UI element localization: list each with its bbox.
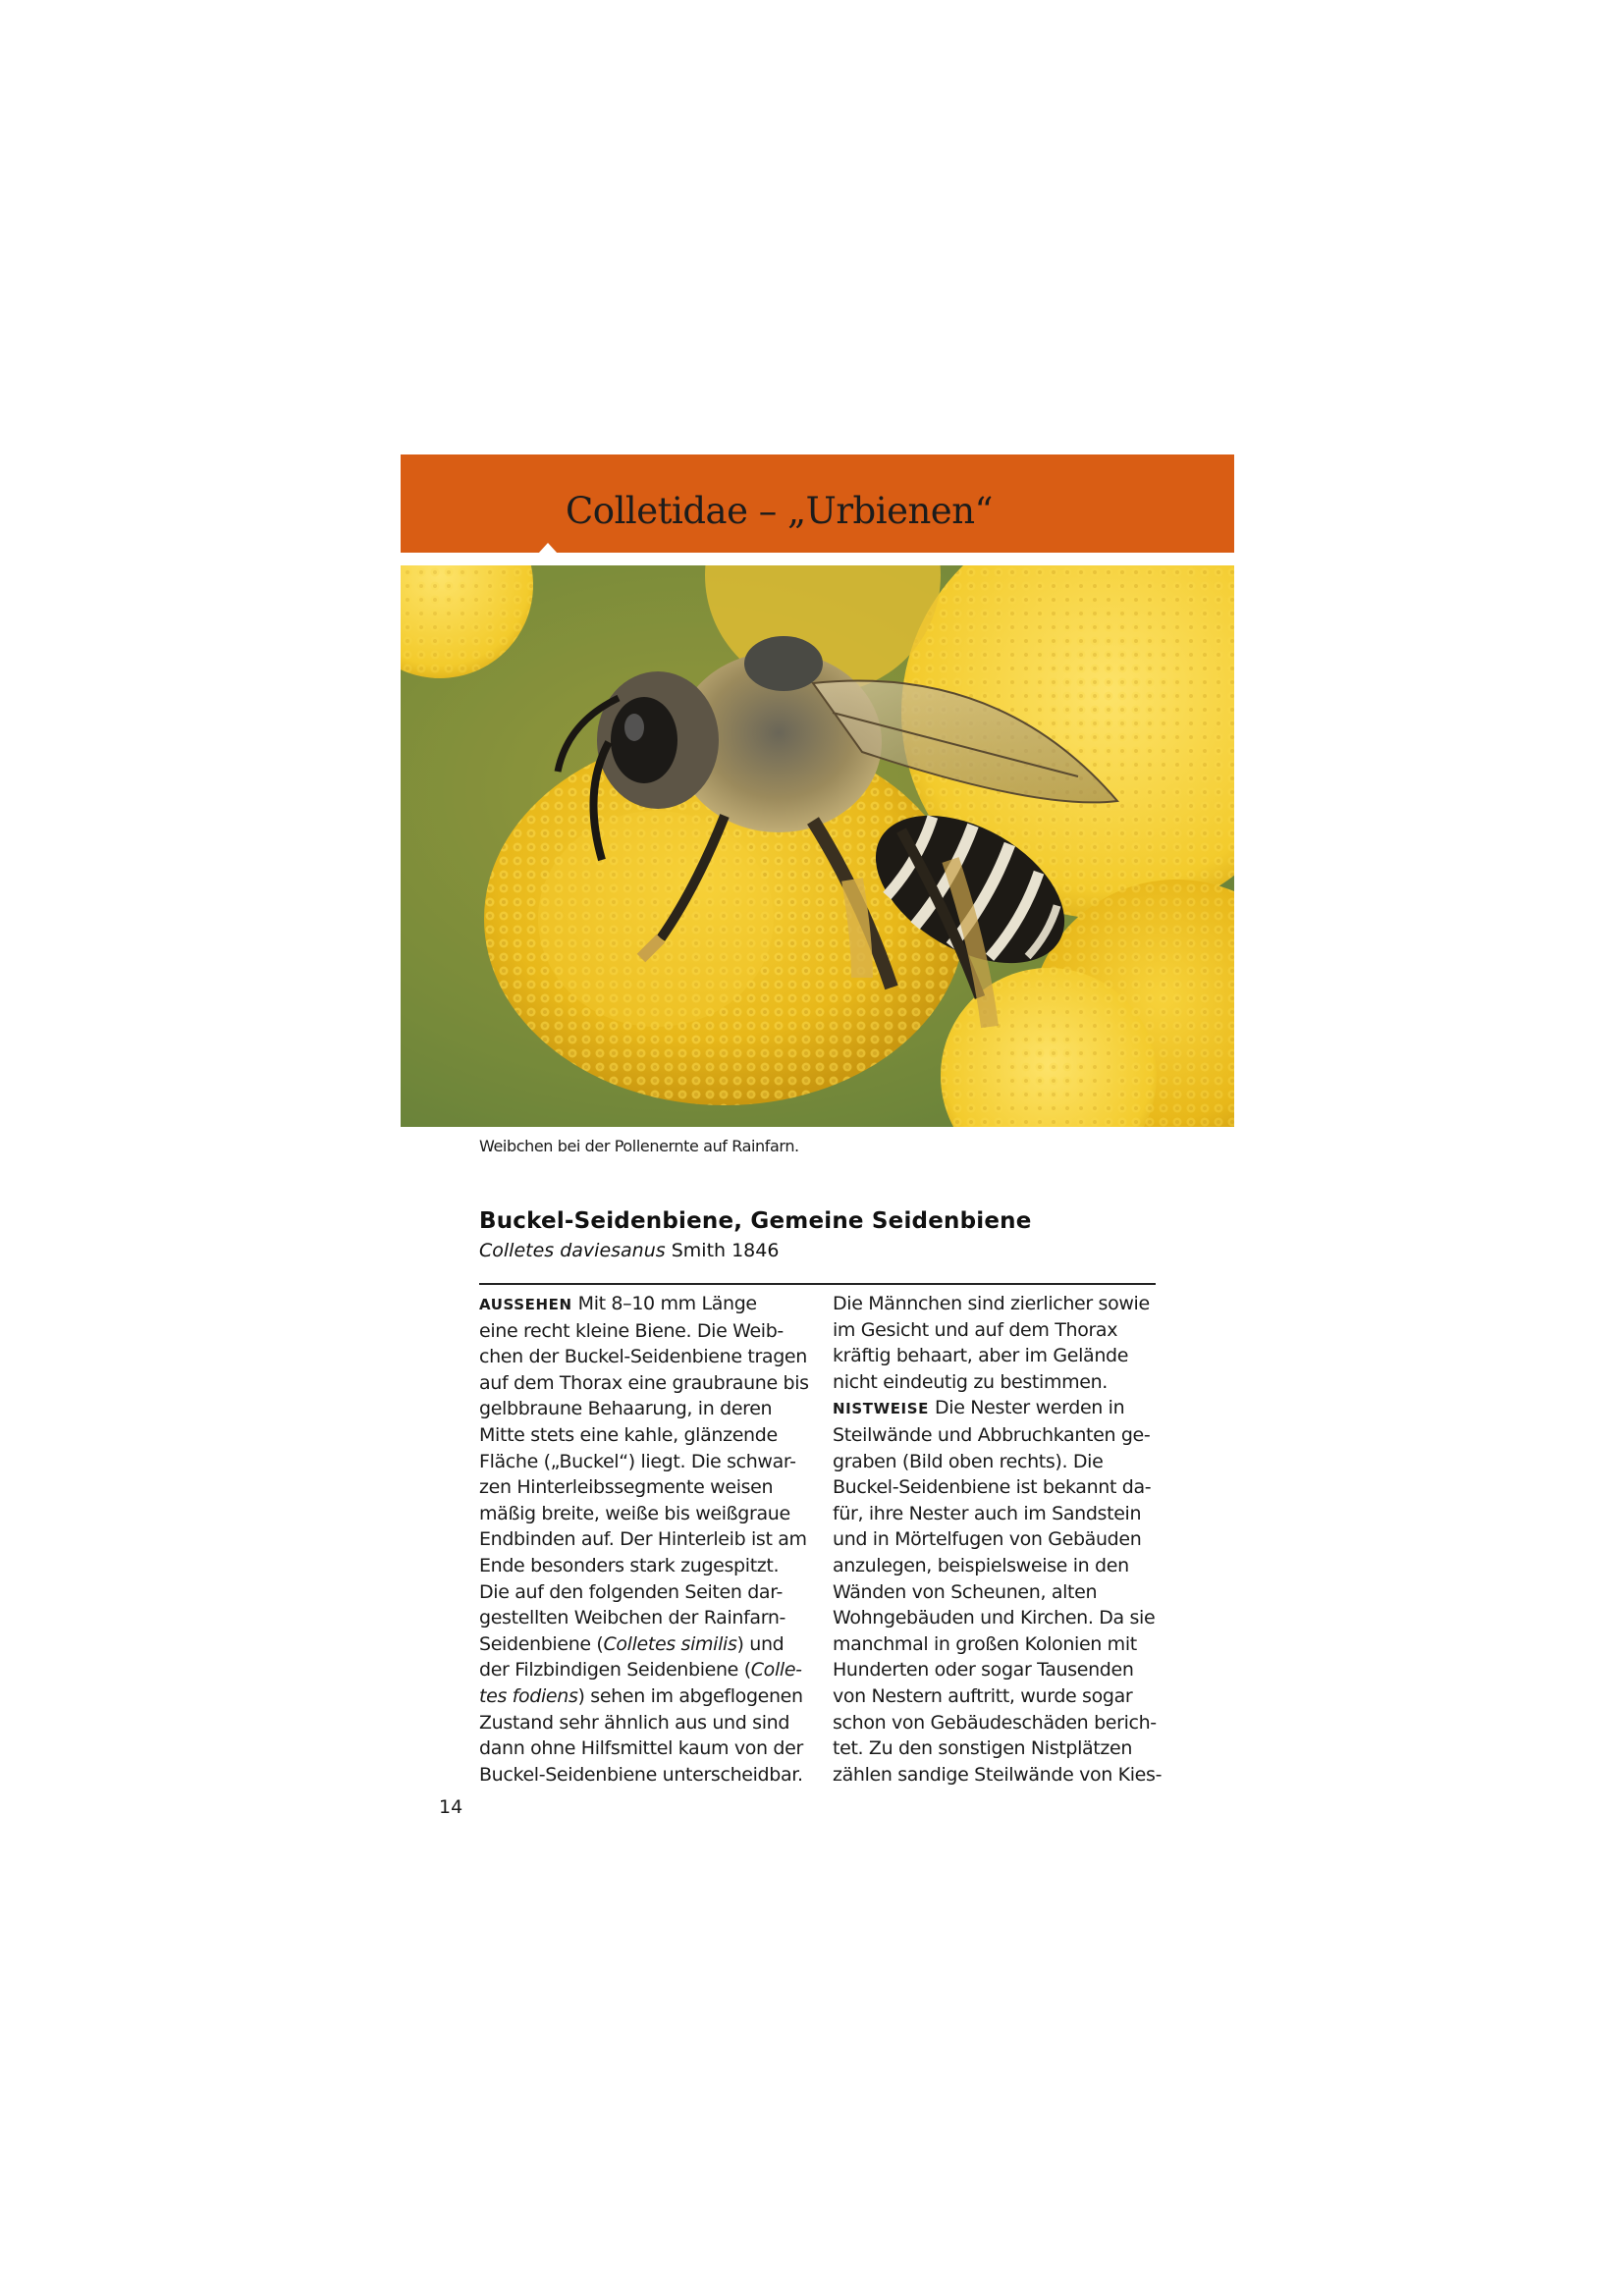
text-line: Die Männchen sind zierlicher sowie [833,1293,1150,1314]
chapter-header-bar [401,454,1234,553]
text-line: schon von Gebäudeschäden berich- [833,1711,1157,1734]
section-divider [479,1283,1156,1285]
text-line: Endbinden auf. Der Hinterleib ist am [479,1528,807,1551]
text-line: und in Mörtelfugen von Gebäuden [833,1528,1142,1551]
text-line: manchmal in großen Kolonien mit [833,1632,1137,1655]
text-line: von Nestern auftritt, wurde sogar [833,1684,1133,1707]
text-line: gestellten Weibchen der Rainfarn- [479,1607,786,1629]
bee-on-tansy-photo [401,565,1234,1127]
text-line: tes fodiens) sehen im abgeflogenen [479,1684,803,1707]
text-line: Die auf den folgenden Seiten dar- [479,1580,783,1603]
scientific-name-italic: Colletes daviesanus [479,1240,666,1261]
text-line: chen der Buckel-Seidenbiene tragen [479,1346,807,1368]
text-line: zen Hinterleibssegmente weisen [479,1476,774,1499]
text-line: zählen sandige Steilwände von Kies- [833,1763,1163,1786]
text-line: mäßig breite, weiße bis weißgraue [479,1502,790,1524]
text-line: Steilwände und Abbruchkanten ge- [833,1423,1151,1446]
text-line: im Gesicht und auf dem Thorax [833,1318,1118,1341]
text-line: nicht eindeutig zu bestimmen. [833,1370,1108,1393]
text-line: eine recht kleine Biene. Die Weib- [479,1319,784,1342]
text-line: gelbbraune Behaarung, in deren [479,1398,773,1420]
text-line: tet. Zu den sonstigen Nistplätzen [833,1737,1133,1760]
text-line: Fläche („Buckel“) liegt. Die schwar- [479,1450,796,1472]
text-line: anzulegen, beispielsweise in den [833,1554,1129,1576]
text-line: Seidenbiene (Colletes similis) und [479,1632,785,1655]
section-keyword-nesting: NISTWEISE [833,1400,929,1418]
text-line: Wohngebäuden und Kirchen. Da sie [833,1607,1156,1629]
species-common-name: Buckel-Seidenbiene, Gemeine Seidenbiene [479,1208,1032,1234]
section-keyword-appearance: AUSSEHEN [479,1296,572,1313]
text-line: für, ihre Nester auch im Sandstein [833,1502,1142,1524]
text-line: Zustand sehr ähnlich aus und sind [479,1711,790,1734]
text-line: Wänden von Scheunen, alten [833,1580,1098,1603]
text-line: Mitte stets eine kahle, glänzende [479,1423,778,1446]
text-line: der Filzbindigen Seidenbiene (Colle- [479,1659,802,1682]
text-column-left [479,1291,813,1788]
text-line: Hunderten oder sogar Tausenden [833,1659,1134,1682]
species-scientific-name [479,1240,779,1261]
text-line: Buckel-Seidenbiene unterscheidbar. [479,1763,803,1786]
text-line: auf dem Thorax eine graubraune bis [479,1371,809,1394]
scientific-name-author: Smith 1846 [671,1240,780,1261]
text-line: graben (Bild oben rechts). Die [833,1450,1104,1472]
chapter-title: Colletidae – „Urbienen“ [566,490,993,532]
text-line: Ende besonders stark zugespitzt. [479,1554,780,1576]
text-column-right [833,1291,1166,1788]
photo-caption: Weibchen bei der Pollenernte auf Rainfarn. [479,1137,799,1155]
text-line: kräftig behaart, aber im Gelände [833,1345,1129,1367]
page-number: 14 [439,1796,463,1818]
text-line: Buckel-Seidenbiene ist bekannt da- [833,1476,1152,1499]
text-line: NISTWEISE Die Nester werden in [833,1397,1125,1419]
text-line: AUSSEHEN Mit 8–10 mm Länge [479,1293,757,1314]
header-notch-marker [538,543,558,554]
text-line: dann ohne Hilfsmittel kaum von der [479,1737,803,1760]
